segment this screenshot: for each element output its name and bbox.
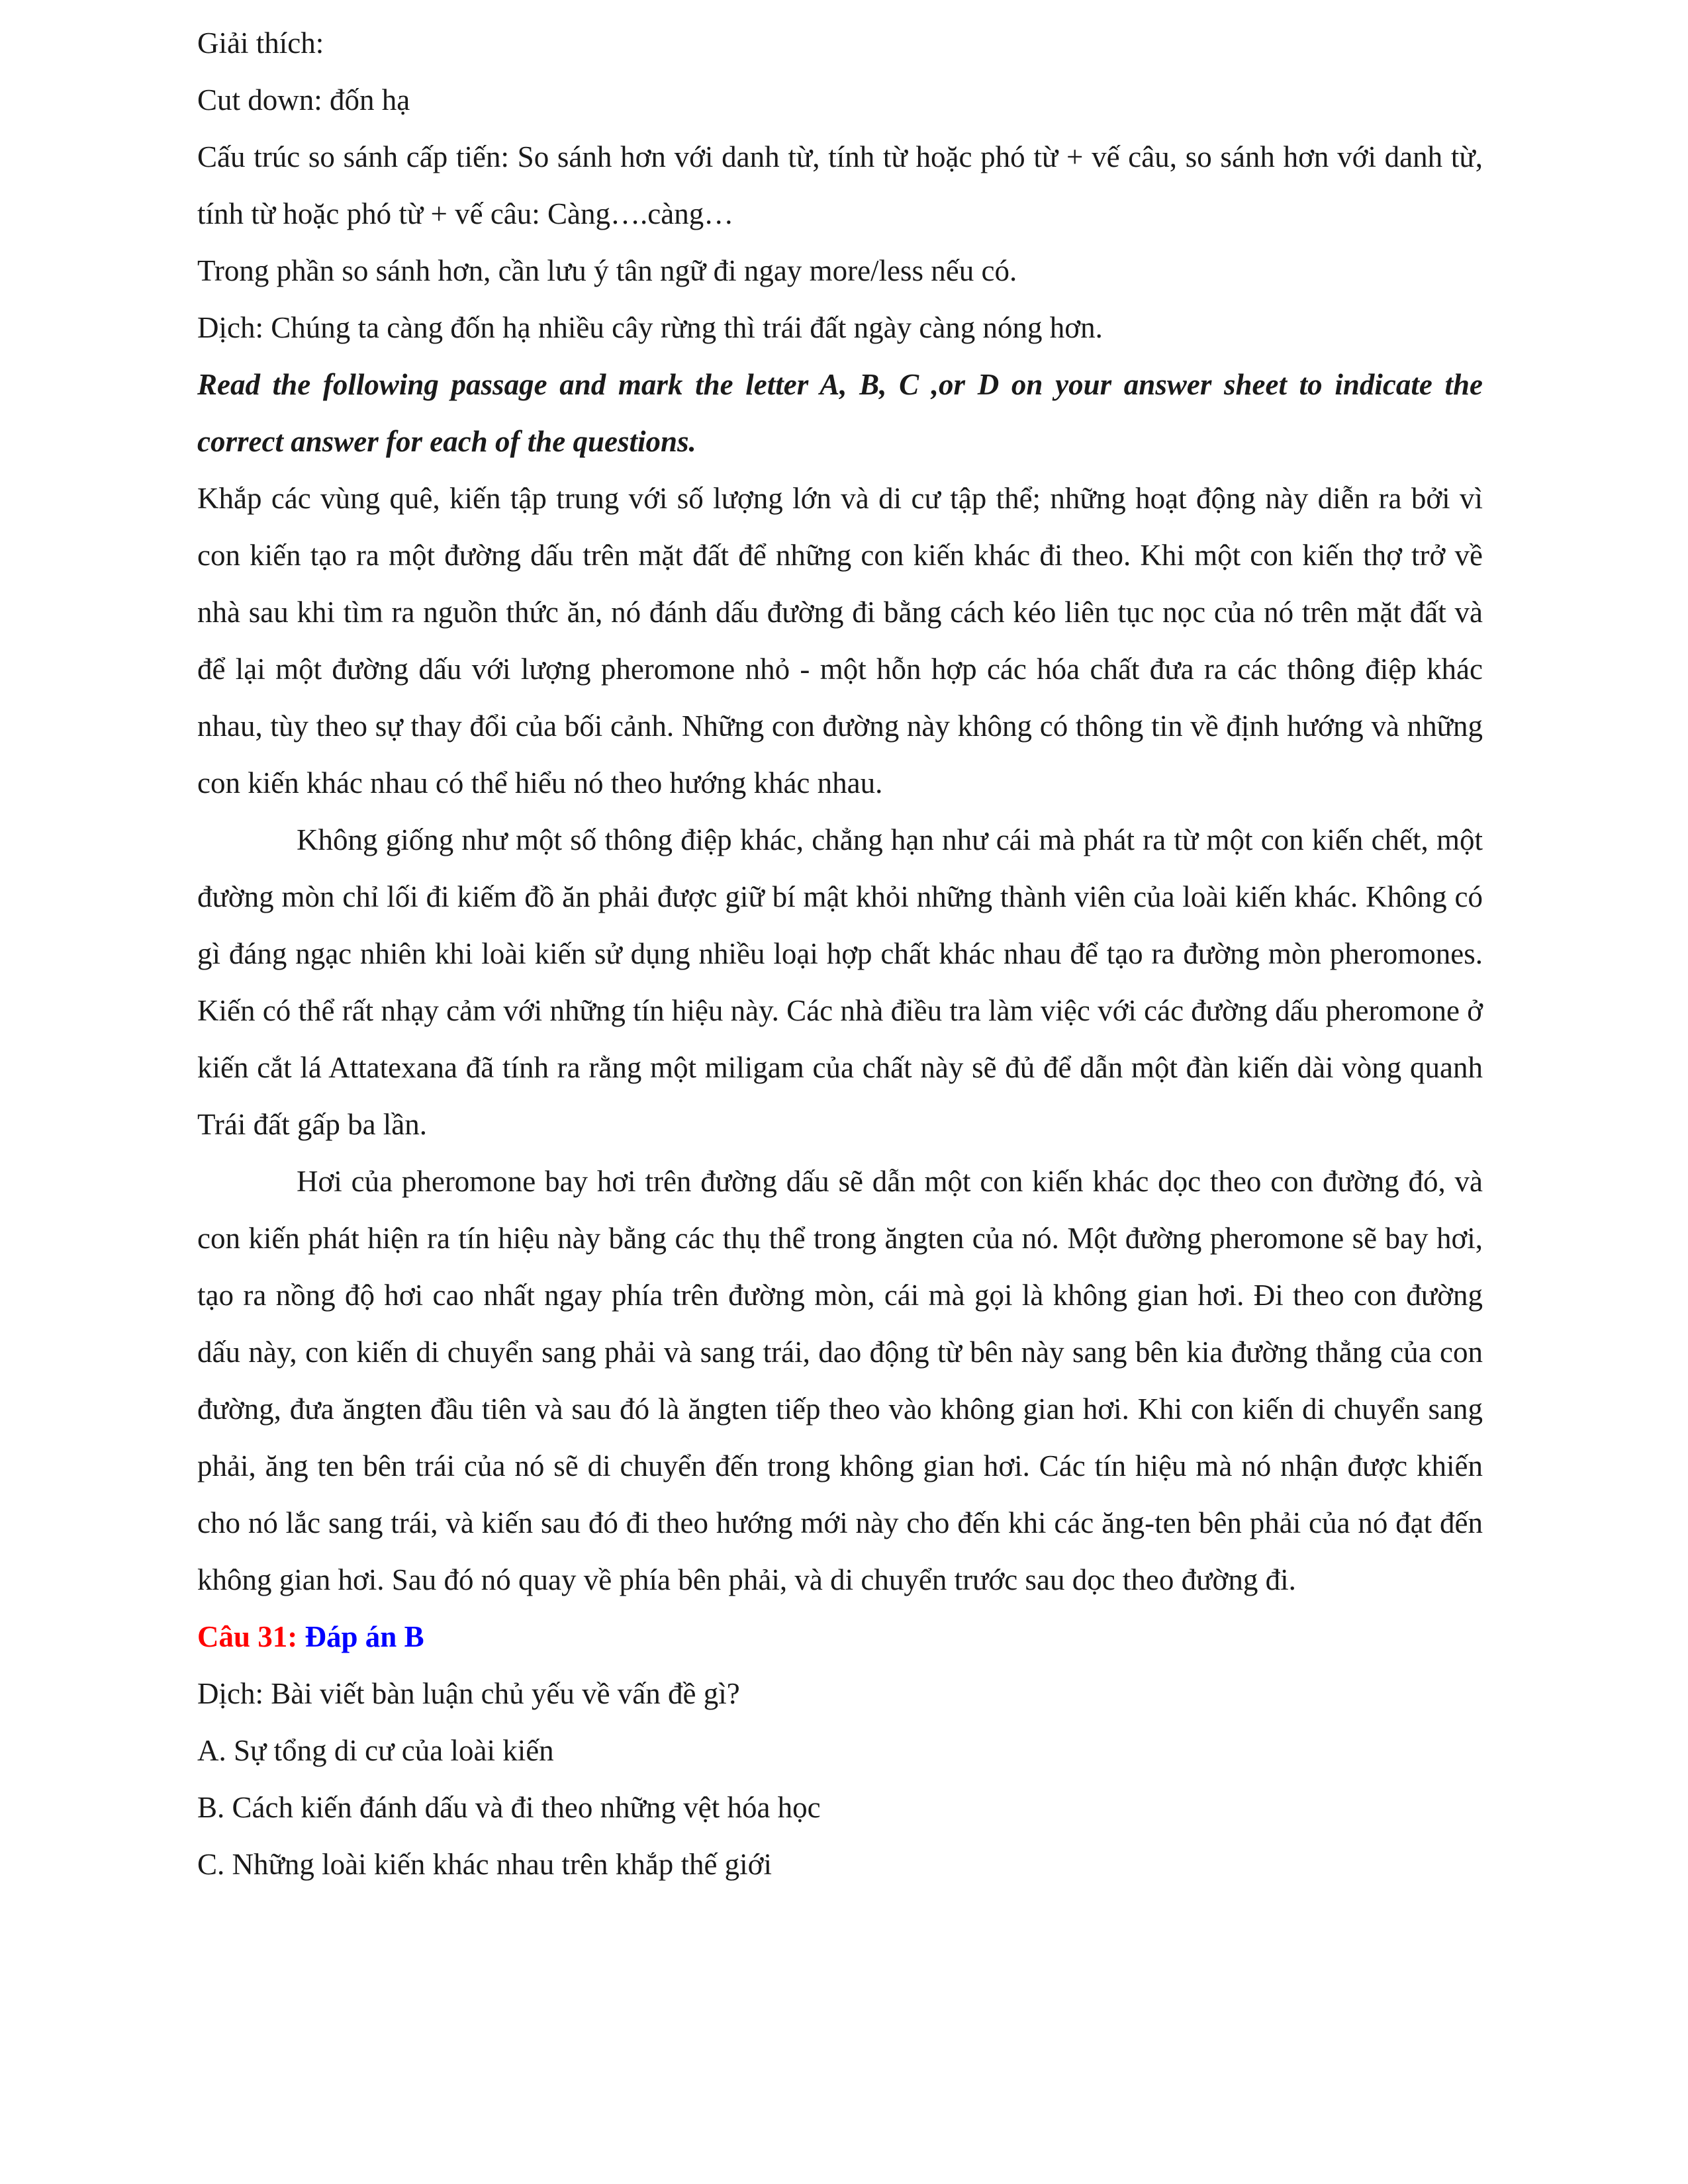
option-a: A. Sự tổng di cư của loài kiến (197, 1734, 554, 1767)
question-answer: Đáp án B (305, 1620, 424, 1653)
passage-paragraph-1: Khắp các vùng quê, kiến tập trung với số lượng lớn và di cư tập thể; những hoạt động này diễn ra bởi vì con kiến tạo ra một đường dấu trên mặt đất để những con kiến khác đi theo. Khi một con kiến thợ trở về nhà sau khi tìm ra nguồn thức ăn, nó đánh dấu đường đi bằng cách kéo liên tục nọc của nó trên mặt đất và để lại một đường dấu với lượng pheromone nhỏ - một hỗn hợp các hóa chất đưa ra các thông điệp khác nhau, tùy theo sự thay đổi của bối cảnh. Những con đường này không có thông tin về định hướng và những con kiến khác nhau có thể hiểu nó theo hướng khác nhau. (197, 482, 1483, 799)
structure-note: Cấu trúc so sánh cấp tiến: So sánh hơn với danh từ, tính từ hoặc phó từ + vế câu, so sánh hơn với danh từ, tính từ hoặc phó từ + vế câu: Càng….càng… (197, 140, 1483, 230)
option-c: C. Những loài kiến khác nhau trên khắp thế giới (197, 1848, 772, 1881)
vocab-note: Cut down: đốn hạ (197, 83, 410, 116)
reading-instruction: Read the following passage and mark the letter A, B, C ,or D on your answer sheet to indicate the correct answer for each of the questions. (197, 368, 1483, 458)
question-translation: Dịch: Bài viết bàn luận chủ yếu về vấn đề gì? (197, 1677, 740, 1710)
passage-paragraph-3: Hơi của pheromone bay hơi trên đường dấu sẽ dẫn một con kiến khác dọc theo con đường đó, và con kiến phát hiện ra tín hiệu này bằng các thụ thể trong ăngten của nó. Một đường pheromone sẽ bay hơi, tạo ra nồng độ hơi cao nhất ngay phía trên đường mòn, cái mà gọi là không gian hơi. Đi theo con đường dấu này, con kiến di chuyển sang phải và sang trái, dao động từ bên này sang bên kia đường thẳng của con đường, đưa ăngten đầu tiên và sau đó là ăngten tiếp theo vào không gian hơi. Khi con kiến di chuyển sang phải, ăng ten bên trái của nó sẽ di chuyển đến trong không gian hơi. Các tín hiệu mà nó nhận được khiến cho nó lắc sang trái, và kiến sau đó đi theo hướng mới này cho đến khi các ăng-ten bên phải của nó đạt đến không gian hơi. Sau đó nó quay về phía bên phải, và di chuyển trước sau dọc theo đường đi. (197, 1165, 1483, 1596)
explanation-heading: Giải thích: (197, 26, 324, 60)
option-b: B. Cách kiến đánh dấu và đi theo những vệt hóa học (197, 1791, 821, 1824)
passage-paragraph-2: Không giống như một số thông điệp khác, chẳng hạn như cái mà phát ra từ một con kiến chết, một đường mòn chỉ lối đi kiếm đồ ăn phải được giữ bí mật khỏi những thành viên của loài kiến khác. Không có gì đáng ngạc nhiên khi loài kiến sử dụng nhiều loại hợp chất khác nhau để tạo ra đường mòn pheromones. Kiến có thể rất nhạy cảm với những tín hiệu này. Các nhà điều tra làm việc với các đường dấu pheromone ở kiến cắt lá Attatexana đã tính ra rằng một miligam của chất này sẽ đủ để dẫn một đàn kiến dài vòng quanh Trái đất gấp ba lần. (197, 823, 1483, 1141)
explanation-translation: Dịch: Chúng ta càng đốn hạ nhiều cây rừng thì trái đất ngày càng nóng hơn. (197, 311, 1103, 344)
question-number: Câu 31: (197, 1620, 298, 1653)
document-page (197, 15, 1483, 1893)
grammar-note: Trong phần so sánh hơn, cần lưu ý tân ngữ đi ngay more/less nếu có. (197, 254, 1017, 287)
question-header (197, 1608, 1483, 1665)
